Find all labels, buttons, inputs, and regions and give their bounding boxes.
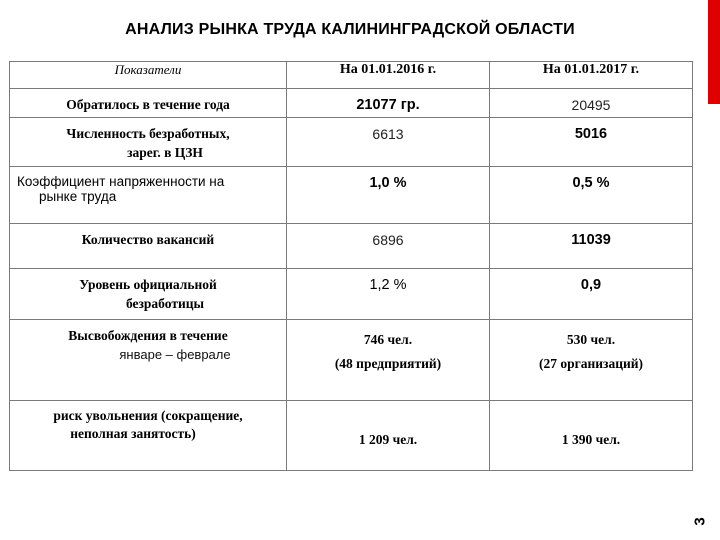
row-label xyxy=(10,118,287,167)
cell-2017 xyxy=(490,401,693,471)
value-2016-line1: 746 чел. xyxy=(363,332,413,347)
row-label xyxy=(10,320,287,401)
cell-2016 xyxy=(287,269,490,320)
table-row-tension xyxy=(10,167,693,224)
row-label-line2: безработицы xyxy=(125,296,205,311)
accent-bar xyxy=(708,0,720,104)
value-2017: 20495 xyxy=(571,97,611,113)
value-2017: 5016 xyxy=(574,126,608,142)
row-label xyxy=(10,89,287,118)
value-2017-line2: (27 организаций) xyxy=(538,356,644,371)
table-row-layoffs xyxy=(10,320,693,401)
row-label xyxy=(10,167,287,224)
row-label-line1: риск увольнения (сокращение, xyxy=(53,408,243,423)
table-row-vacancies xyxy=(10,224,693,269)
cell-2016 xyxy=(287,320,490,401)
value-2016: 1 209 чел. xyxy=(358,431,418,447)
row-label-line1: Высвобождения в течение xyxy=(68,328,228,343)
row-label-line2: неполная занятость) xyxy=(70,426,196,441)
page-number-text: 3 xyxy=(691,516,709,526)
row-label-line2: рынке труда xyxy=(39,189,117,204)
row-label xyxy=(10,401,287,471)
value-2017: 0,5 % xyxy=(572,175,610,191)
cell-2017 xyxy=(490,269,693,320)
cell-2016 xyxy=(287,401,490,471)
header-2017: На 01.01.2017 г. xyxy=(490,62,693,89)
labor-market-table xyxy=(9,61,693,471)
cell-2017 xyxy=(490,89,693,118)
value-2017: 11039 xyxy=(571,232,611,248)
cell-2016 xyxy=(287,167,490,224)
table-row-layoff-risk xyxy=(10,401,693,471)
row-label-line2: зарег. в ЦЗН xyxy=(127,145,203,160)
header-2016: На 01.01.2016 г. xyxy=(287,62,490,89)
row-label-line2: январе – феврале xyxy=(119,347,231,362)
row-label-line1: Коэффициент напряженности на xyxy=(17,174,225,189)
value-2017: 1 390 чел. xyxy=(561,431,621,447)
cell-2016 xyxy=(287,224,490,269)
cell-2017 xyxy=(490,118,693,167)
cell-2017 xyxy=(490,224,693,269)
value-2016: 6896 xyxy=(372,232,404,248)
row-label-line1: Численность безработных, xyxy=(66,126,230,141)
value-2016: 6613 xyxy=(372,126,404,142)
row-label xyxy=(10,269,287,320)
row-label-line1: Количество вакансий xyxy=(81,232,215,247)
page-number xyxy=(693,508,707,534)
header-indicator: Показатели xyxy=(10,62,287,89)
cell-2017 xyxy=(490,320,693,401)
value-2016: 1,0 % xyxy=(369,175,407,191)
value-2016-line2: (48 предприятий) xyxy=(334,356,442,371)
page-title: АНАЛИЗ РЫНКА ТРУДА КАЛИНИНГРАДСКОЙ ОБЛАСТИ xyxy=(125,21,575,38)
value-2016: 1,2 % xyxy=(369,277,407,293)
row-label xyxy=(10,224,287,269)
table-row-applied xyxy=(10,89,693,118)
cell-2016 xyxy=(287,89,490,118)
row-label-line1: Обратилось в течение года xyxy=(66,97,230,112)
table-row-unemployment-rate xyxy=(10,269,693,320)
cell-2017 xyxy=(490,167,693,224)
value-2017-line1: 530 чел. xyxy=(566,332,616,347)
row-label-line1: Уровень официальной xyxy=(79,277,217,292)
cell-2016 xyxy=(287,118,490,167)
table-row-unemployed xyxy=(10,118,693,167)
value-2016: 21077 гр. xyxy=(356,97,420,113)
value-2017: 0,9 xyxy=(580,277,602,293)
table-header-row xyxy=(10,62,693,89)
